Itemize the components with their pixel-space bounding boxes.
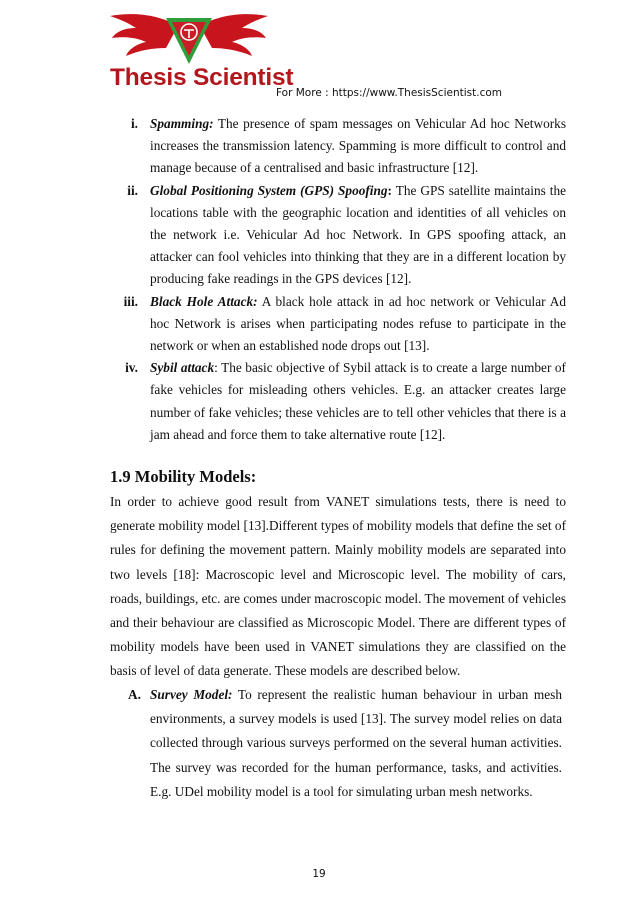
list-item-text: : The basic objective of Sybil attack is to create a large number of fake vehicles for misleading others vehicles. E.g. an attacker creates large number of fake vehicles; these vehicles are to tell other vehicles that there is a jam ahead and force them to take alternative route [12]. — [150, 360, 566, 442]
list-item: iv. Sybil attack: The basic objective of Sybil attack is to create a large number of fake vehicles for misleading others vehicles. E.g. an attacker creates large number of fake vehicles; these vehicles are to tell other vehicles that there is a jam ahead and force them to take alternative route [12]. — [125, 360, 566, 442]
models-list — [128, 683, 562, 804]
list-item: A. Survey Model: To represent the realistic human behaviour in urban mesh environments, a survey models is used [13]. The survey model relies on data collected through various surveys performed on the several human activities. The survey was recorded for the human performance, tasks, and activities. E.g. UDel mobility model is a tool for simulating urban mesh networks. — [128, 687, 562, 799]
header-website-link[interactable]: For More : https://www.ThesisScientist.com — [276, 87, 503, 99]
list-item: i. Spamming: The presence of spam messages on Vehicular Ad hoc Networks increases the transmission latency. Spamming is more difficult to control and manage because of a centralised and basic infrastructure [12]. — [130, 116, 566, 176]
list-item-term: Spamming: — [150, 116, 214, 131]
section-heading: 1.9 Mobility Models: — [110, 467, 257, 486]
page-number: 19 — [312, 868, 326, 880]
body-paragraph: In order to achieve good result from VANET simulations tests, there is need to generate mobility model [13].Different types of mobility models that define the set of rules for defining the movement pattern. Mainly mobility models are separated into two levels [18]: Macroscopic level and Microscopic level. The mobility of cars, roads, buildings, etc. are comes under macroscopic model. The movement of vehicles and their behaviour are classified as Microscopic Model. There are different types of mobility models have been used in VANET simulations they are classified on the basis of level of data generate. These models are described below. — [110, 494, 566, 679]
list-item: iii. Black Hole Attack: A black hole attack in ad hoc network or Vehicular Ad hoc Network is arises when participating nodes refuse to participate in the network or when an established node drops out [13]. — [123, 293, 566, 354]
list-item-term: Black Hole Attack: — [150, 293, 258, 309]
attacks-list — [110, 113, 566, 446]
list-item-term: Survey Model: — [150, 687, 233, 702]
list-item-text: To represent the realistic human behaviour in urban mesh environments, a survey models is used [13]. The survey model relies on data collected through various surveys performed on the several human activities. The survey was recorded for the human performance, tasks, and activities. E.g. UDel mobility model is a tool for simulating urban mesh networks. — [150, 687, 562, 799]
list-item-term: Sybil attack — [150, 360, 215, 376]
brand-name: Thesis Scientist — [110, 64, 294, 91]
winged-shield-icon — [108, 8, 270, 68]
thesis-scientist-logo — [108, 8, 270, 108]
list-item-text: A black hole attack in ad hoc network or Vehicular Ad hoc Network is arises when participating nodes refuse to participate in the network or when an established node drops out [13]. — [150, 293, 566, 354]
list-item: ii. Global Positioning System (GPS) Spoofing: The GPS satellite maintains the locations table with the geographic location and identities of all vehicles on the network i.e. Vehicular Ad hoc Network. In GPS spoofing attack, an attacker can fool vehicles into thinking that they are in a different location by producing fake readings in the GPS devices [12]. — [127, 182, 566, 287]
list-item-text: The presence of spam messages on Vehicular Ad hoc Networks increases the transmission latency. Spamming is more difficult to control and manage because of a centralised and basic infrastructure [12]. — [150, 116, 566, 176]
list-item-term: Global Positioning System (GPS) Spoofing — [150, 182, 388, 198]
list-item-text: The GPS satellite maintains the locations table with the geographic location and identities of all vehicles on the network i.e. Vehicular Ad hoc Network. In GPS spoofing attack, an attacker can fool vehicles into thinking that they are in a different location by producing fake readings in the GPS devices [12]. — [150, 182, 566, 287]
